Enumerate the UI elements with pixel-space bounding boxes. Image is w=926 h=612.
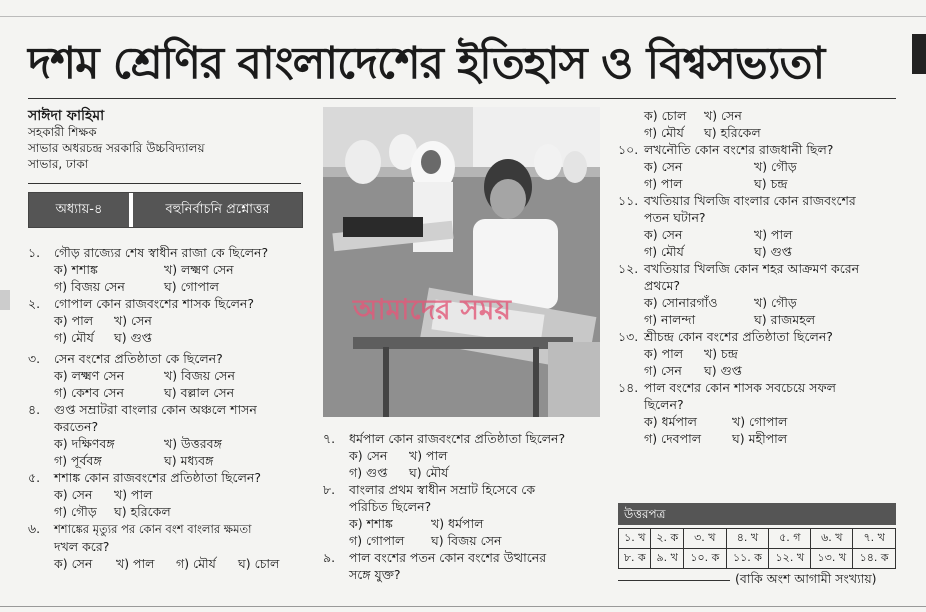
question-8-cont: পরিচিত ছিলেন? bbox=[349, 499, 432, 514]
question-2-options-2: গ) মৌর্য ঘ) গুপ্ত bbox=[54, 330, 152, 345]
answer-cell: ৮. ক bbox=[619, 549, 651, 569]
question-12: ১২. বখতিয়ার খিলজি কোন শহর আক্রমণ করেন bbox=[618, 261, 860, 276]
answer-cell: ১১. ক bbox=[726, 549, 769, 569]
question-14-cont: ছিলেন? bbox=[644, 397, 684, 412]
question-4-options-2: গ) পূর্ববঙ্গ ঘ) মধ্যবঙ্গ bbox=[54, 453, 214, 468]
question-12-options-2: গ) নালন্দা ঘ) রাজমহল bbox=[644, 312, 816, 327]
question-10-options-2: গ) পাল ঘ) চন্দ্র bbox=[644, 176, 788, 191]
question-14-options-2: গ) দেবপাল ঘ) মহীপাল bbox=[644, 431, 788, 446]
bottom-rule bbox=[0, 606, 926, 607]
question-2: ২. গোপাল কোন রাজবংশের শাসক ছিলেন? bbox=[28, 296, 255, 311]
question-4-cont: করতেন? bbox=[54, 419, 99, 434]
right-edge-block bbox=[912, 34, 926, 74]
question-12-options: ক) সোনারগাঁও খ) গৌড় bbox=[644, 295, 797, 310]
page-title: দশম শ্রেণির বাংলাদেশের ইতিহাস ও বিশ্বসভ্যতা bbox=[28, 38, 825, 89]
answer-cell: ১৩. খ bbox=[811, 549, 853, 569]
answer-cell: ১০. ক bbox=[683, 549, 726, 569]
question-13: ১৩. শ্রীচন্দ্র কোন বংশের প্রতিষ্ঠাতা ছিলেন? bbox=[618, 329, 833, 344]
author-block bbox=[28, 108, 205, 172]
question-13-options-2: গ) সেন ঘ) গুপ্ত bbox=[644, 363, 742, 378]
answer-cell: ১৪. ক bbox=[853, 549, 896, 569]
question-1-options-2: গ) বিজয় সেন ঘ) গোপাল bbox=[54, 279, 219, 294]
author-school: সাভার অধরচন্দ্র সরকারি উচ্চবিদ্যালয় bbox=[28, 141, 205, 155]
question-3-options-2: গ) কেশব সেন ঘ) বল্লাল সেন bbox=[54, 385, 235, 400]
question-13-options: ক) পাল খ) চন্দ্র bbox=[644, 346, 738, 361]
question-9: ৯. পাল বংশের পতন কোন বংশের উত্থানের bbox=[323, 550, 547, 565]
question-1: ১. গৌড় রাজ্যের শেষ স্বাধীন রাজা কে ছিলেন? bbox=[28, 245, 269, 260]
question-11-options: ক) সেন খ) পাল bbox=[644, 227, 793, 242]
author-rule bbox=[28, 183, 301, 184]
question-6-options: ক) সেন খ) পাল গ) মৌর্য ঘ) চোল bbox=[54, 556, 280, 571]
questions-column-2 bbox=[323, 430, 613, 583]
question-7-options: ক) সেন খ) পাল bbox=[349, 448, 448, 463]
answer-cell: ৩. খ bbox=[683, 529, 726, 549]
answer-cell: ৬. খ bbox=[811, 529, 853, 549]
chapter-number: অধ্যায়-৪ bbox=[29, 193, 129, 227]
question-11-cont: পতন ঘটান? bbox=[644, 210, 706, 225]
answer-key bbox=[618, 503, 896, 569]
title-rule bbox=[28, 98, 896, 99]
question-5: ৫. শশাঙ্ক কোন রাজবংশের প্রতিষ্ঠাতা ছিলেন? bbox=[28, 470, 261, 485]
answer-cell: ২. ক bbox=[651, 529, 684, 549]
answer-cell: ১২. খ bbox=[769, 549, 811, 569]
answer-row-1 bbox=[619, 529, 896, 549]
question-8-options-2: গ) গোপাল ঘ) বিজয় সেন bbox=[349, 533, 502, 548]
continued-note: (বাকি অংশ আগামী সংখ্যায়) bbox=[735, 571, 877, 586]
question-8: ৮. বাংলার প্রথম স্বাধীন সম্রাট হিসেবে কে bbox=[323, 482, 536, 497]
question-9-options: ক) চোল খ) সেন bbox=[644, 108, 742, 123]
question-6: ৬. শশাঙ্কের মৃত্যুর পর কোন বংশ বাংলার ক্ষমতা bbox=[28, 521, 252, 536]
question-10: ১০. লখনৌতি কোন বংশের রাজধানী ছিল? bbox=[618, 142, 834, 157]
author-name: সাঈদা ফাহিমা bbox=[28, 108, 105, 124]
question-14: ১৪. পাল বংশের কোন শাসক সবচেয়ে সফল bbox=[618, 380, 836, 395]
question-8-options: ক) শশাঙ্ক খ) ধর্মপাল bbox=[349, 516, 484, 531]
answer-cell: ৭. খ bbox=[853, 529, 896, 549]
answer-row-2 bbox=[619, 549, 896, 569]
question-9-options-2: গ) মৌর্য ঘ) হরিকেল bbox=[644, 125, 761, 140]
left-edge-block bbox=[0, 290, 10, 310]
answer-key-heading: উত্তরপত্র bbox=[618, 503, 896, 525]
question-5-options-2: গ) গৌড় ঘ) হরিকেল bbox=[54, 504, 171, 519]
exam-hall-image bbox=[323, 107, 600, 417]
question-14-options: ক) ধর্মপাল খ) গোপাল bbox=[644, 414, 788, 429]
chapter-bar bbox=[28, 192, 303, 228]
question-12-cont: প্রথমে? bbox=[644, 278, 681, 293]
previous-article-strip bbox=[0, 0, 926, 17]
question-4-options: ক) দক্ষিণবঙ্গ খ) উত্তরবঙ্গ bbox=[54, 436, 222, 451]
question-4: ৪. গুপ্ত সম্রাটরা বাংলার কোন অঞ্চলে শাসন bbox=[28, 402, 257, 417]
chapter-topic: বহুনির্বাচনি প্রশ্নোত্তর bbox=[133, 193, 302, 227]
question-5-options: ক) সেন খ) পাল bbox=[54, 487, 153, 502]
question-3-options: ক) লক্ষ্মণ সেন খ) বিজয় সেন bbox=[54, 368, 235, 383]
questions-column-1 bbox=[28, 244, 318, 572]
photo-watermark: আমাদের সময় bbox=[353, 293, 511, 326]
answer-cell: ৪. খ bbox=[726, 529, 769, 549]
question-7-options-2: গ) গুপ্ত ঘ) মৌর্য bbox=[349, 465, 449, 480]
question-9-cont: সঙ্গে যুক্ত? bbox=[349, 567, 401, 582]
answer-cell: ৫. গ bbox=[769, 529, 811, 549]
questions-column-3 bbox=[618, 107, 908, 447]
question-11: ১১. বখতিয়ার খিলজি বাংলার কোন রাজবংশের bbox=[618, 193, 856, 208]
classroom-photo bbox=[323, 107, 600, 417]
answer-cell: ১. খ bbox=[619, 529, 651, 549]
question-11-options-2: গ) মৌর্য ঘ) গুপ্ত bbox=[644, 244, 792, 259]
author-role: সহকারী শিক্ষক bbox=[28, 125, 97, 139]
answer-cell: ৯. খ bbox=[651, 549, 684, 569]
question-6-cont: দখল করে? bbox=[54, 539, 110, 554]
answer-table bbox=[618, 528, 896, 569]
question-1-options: ক) শশাঙ্ক খ) লক্ষ্মণ সেন bbox=[54, 262, 234, 277]
continued-rule bbox=[618, 580, 730, 581]
question-7: ৭. ধর্মপাল কোন রাজবংশের প্রতিষ্ঠাতা ছিলেন? bbox=[323, 431, 566, 446]
question-10-options: ক) সেন খ) গৌড় bbox=[644, 159, 797, 174]
author-location: সাভার, ঢাকা bbox=[28, 157, 89, 171]
question-3: ৩. সেন বংশের প্রতিষ্ঠাতা কে ছিলেন? bbox=[28, 351, 223, 366]
question-2-options: ক) পাল খ) সেন bbox=[54, 313, 152, 328]
